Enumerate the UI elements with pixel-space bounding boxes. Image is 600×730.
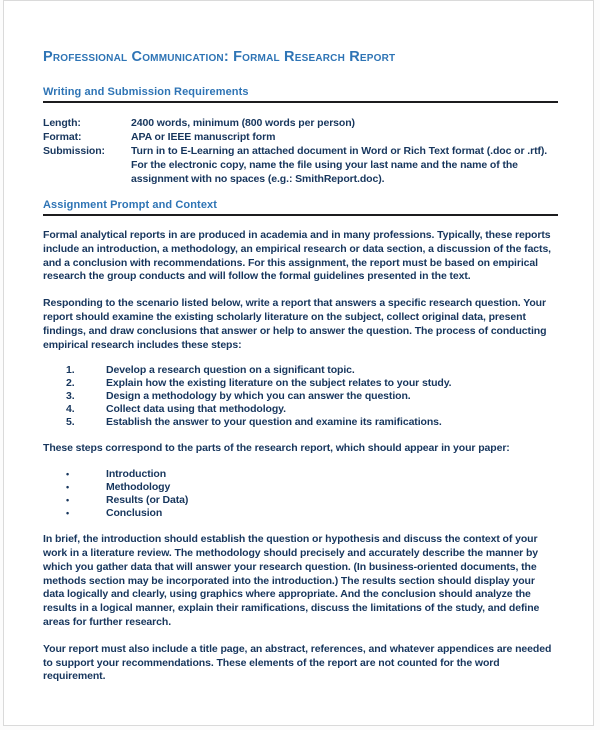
list-item-number: 4. — [66, 403, 75, 416]
document-page — [3, 0, 594, 726]
list-item — [66, 494, 558, 507]
report-parts-list — [66, 468, 558, 520]
list-item-text: Introduction — [106, 468, 167, 481]
list-item — [66, 507, 558, 520]
paragraph-section-descriptions: In brief, the introduction should establish the question or hypothesis and discuss the context of your work in a literature review. The methodology should precisely and accurately describe the manner by which you gather data that will answer your research question. (In business-oriented documents, the methods section may be incorporated into the introduction.) The results section should display your data logically and clearly, using graphics where appropriate. And the conclusion should analyze the results in a logical manner, explain their ramifications, discuss the limitations of the study, and define areas for further research. — [43, 533, 540, 628]
document-title: Professional Communication: Formal Research Report — [43, 49, 396, 65]
list-item-text: Collect data using that methodology. — [106, 403, 286, 416]
requirement-value: 2400 words, minimum (800 words per person) — [131, 117, 355, 129]
requirement-label: Length: — [43, 117, 81, 129]
list-item-number: 3. — [66, 390, 75, 403]
list-item-text: Conclusion — [106, 507, 163, 520]
list-item-number: 2. — [66, 377, 75, 390]
list-item — [66, 364, 558, 377]
requirement-row-submission — [43, 144, 558, 186]
list-item-number: 5. — [66, 416, 75, 429]
paragraph-additional-elements: Your report must also include a title page, an abstract, references, and whatever appendices are needed to support your recommendations. These elements of the report are not counted for the word requirement. — [43, 642, 552, 683]
paragraph-scenario: Responding to the scenario listed below, write a report that answers a specific research question. Your report should examine the existing scholarly literature on the subject, collect original data, present findings, and draw conclusions that answer or help to answer the question. The process of conducting empirical research includes these steps: — [43, 297, 547, 351]
research-steps-list — [66, 364, 558, 429]
requirement-row-format — [43, 130, 558, 144]
bullet-glyph: • — [66, 482, 70, 493]
requirement-value: Turn in to E-Learning an attached document in Word or Rich Text format (.doc or .rtf). For the electronic copy, name the file using your last name and the name of the assignment with no spaces (e.g.: SmithReport.doc). — [131, 145, 548, 185]
list-item-text: Methodology — [106, 481, 171, 494]
paragraph-overview: Formal analytical reports in are produced in academia and in many professions. Typically, these reports include an introduction, a methodology, an empirical research or data section, a discussion of the facts, and a conclusion with recommendations. For this assignment, the report must be based on empirical research the group conducts and will follow the formal guidelines presented in the text. — [43, 229, 551, 283]
paragraph-report-parts-intro: These steps correspond to the parts of the research report, which should appear in your paper: — [43, 442, 510, 455]
list-item — [66, 481, 558, 494]
section-writing-submission-requirements — [43, 86, 558, 186]
requirement-label: Format: — [43, 131, 82, 143]
list-item-text: Establish the answer to your question and examine its ramifications. — [106, 416, 442, 429]
section-assignment-prompt-context — [43, 199, 558, 684]
requirement-row-length — [43, 116, 558, 130]
list-item-text: Design a methodology by which you can answer the question. — [106, 390, 411, 403]
requirements-table — [43, 116, 558, 186]
list-item — [66, 390, 558, 403]
bullet-glyph: • — [66, 495, 70, 506]
list-item-text: Results (or Data) — [106, 494, 189, 507]
section-heading-writing-submission: Writing and Submission Requirements — [43, 86, 558, 103]
list-item-text: Develop a research question on a significant topic. — [106, 364, 355, 377]
list-item-text: Explain how the existing literature on the subject relates to your study. — [106, 377, 452, 390]
bullet-glyph: • — [66, 469, 70, 480]
requirement-label: Submission: — [43, 145, 105, 157]
section-heading-assignment-prompt: Assignment Prompt and Context — [43, 199, 558, 216]
bullet-glyph: • — [66, 508, 70, 519]
list-item — [66, 468, 558, 481]
list-item — [66, 416, 558, 429]
requirement-value: APA or IEEE manuscript form — [131, 131, 276, 143]
list-item — [66, 403, 558, 416]
list-item-number: 1. — [66, 364, 75, 377]
list-item — [66, 377, 558, 390]
